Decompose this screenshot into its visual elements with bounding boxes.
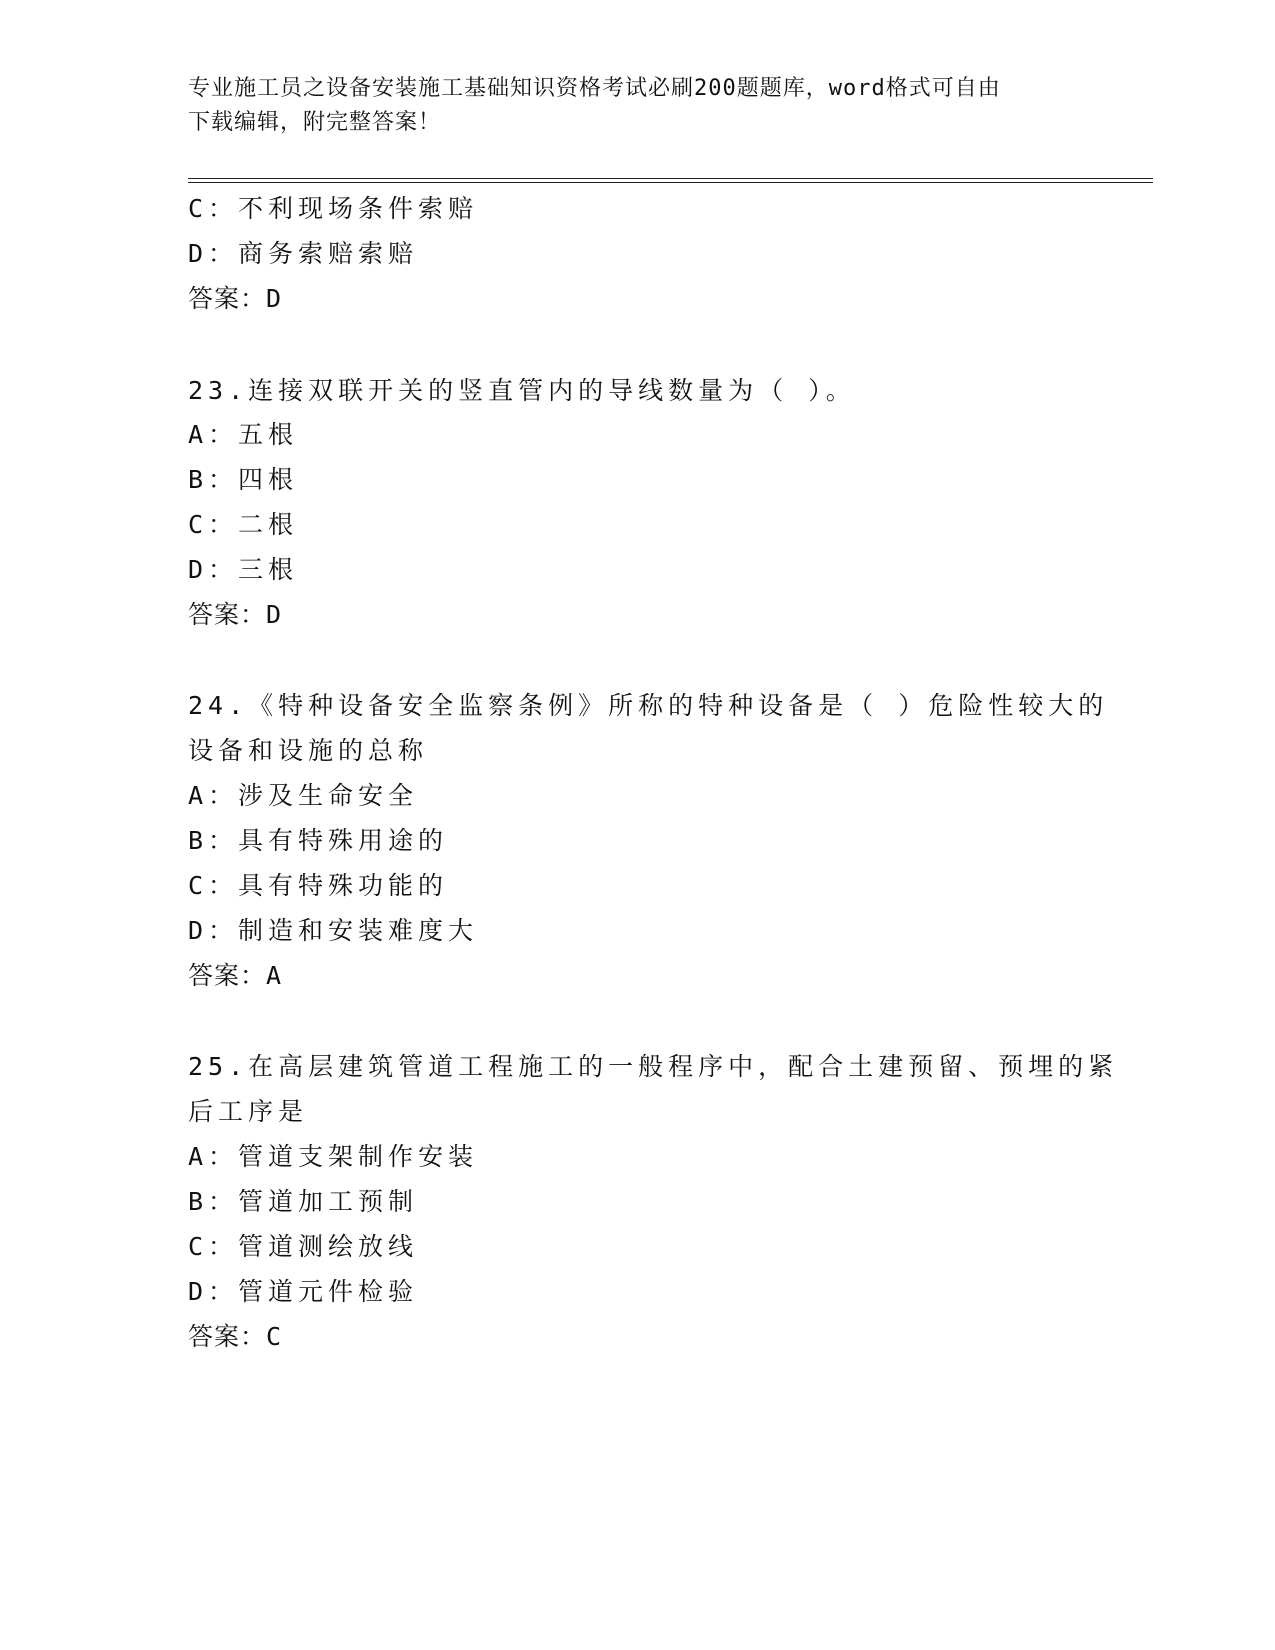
option-b: B：管道加工预制 xyxy=(188,1187,419,1216)
option-d: D：制造和安装难度大 xyxy=(188,916,479,945)
answer-value: A xyxy=(266,961,283,990)
option-c: C：管道测绘放线 xyxy=(188,1232,419,1261)
answer-value: D xyxy=(266,600,283,629)
option-b: B：四根 xyxy=(188,465,299,494)
answer-label: 答案： xyxy=(188,284,267,313)
header-divider-top xyxy=(188,178,1153,179)
option-a: A：涉及生命安全 xyxy=(188,781,419,810)
header-title-line-1: 专业施工员之设备安装施工基础知识资格考试必刷200题题库，word格式可自由 xyxy=(188,76,1001,101)
question-stem-line-2: 后工序是 xyxy=(188,1097,309,1126)
option-a: A：管道支架制作安装 xyxy=(188,1142,479,1171)
header-divider-bottom xyxy=(188,182,1153,183)
answer-label: 答案： xyxy=(188,1322,267,1351)
answer-value: D xyxy=(266,284,283,313)
option-d: D：三根 xyxy=(188,555,299,584)
answer-line xyxy=(188,960,282,992)
question-stem-line-1: 25.在高层建筑管道工程施工的一般程序中，配合土建预留、预埋的紧 xyxy=(188,1052,1119,1081)
option-c: C：不利现场条件索赔 xyxy=(188,194,479,223)
answer-line xyxy=(188,1321,282,1353)
answer-label: 答案： xyxy=(188,600,267,629)
header-title-line-2: 下载编辑，附完整答案！ xyxy=(188,110,442,135)
question-stem-line-2: 设备和设施的总称 xyxy=(188,736,429,765)
option-a: A：五根 xyxy=(188,420,299,449)
question-stem: 23.连接双联开关的竖直管内的导线数量为（ ）。 xyxy=(188,376,856,405)
answer-label: 答案： xyxy=(188,961,267,990)
answer-line xyxy=(188,283,282,315)
document-header xyxy=(188,72,1068,140)
option-d: D：商务索赔索赔 xyxy=(188,239,419,268)
option-b: B：具有特殊用途的 xyxy=(188,826,449,855)
option-c: C：二根 xyxy=(188,510,299,539)
option-d: D：管道元件检验 xyxy=(188,1277,419,1306)
question-stem-line-1: 24.《特种设备安全监察条例》所称的特种设备是（ ）危险性较大的 xyxy=(188,691,1109,720)
answer-line xyxy=(188,599,282,631)
option-c: C：具有特殊功能的 xyxy=(188,871,449,900)
answer-value: C xyxy=(266,1322,283,1351)
